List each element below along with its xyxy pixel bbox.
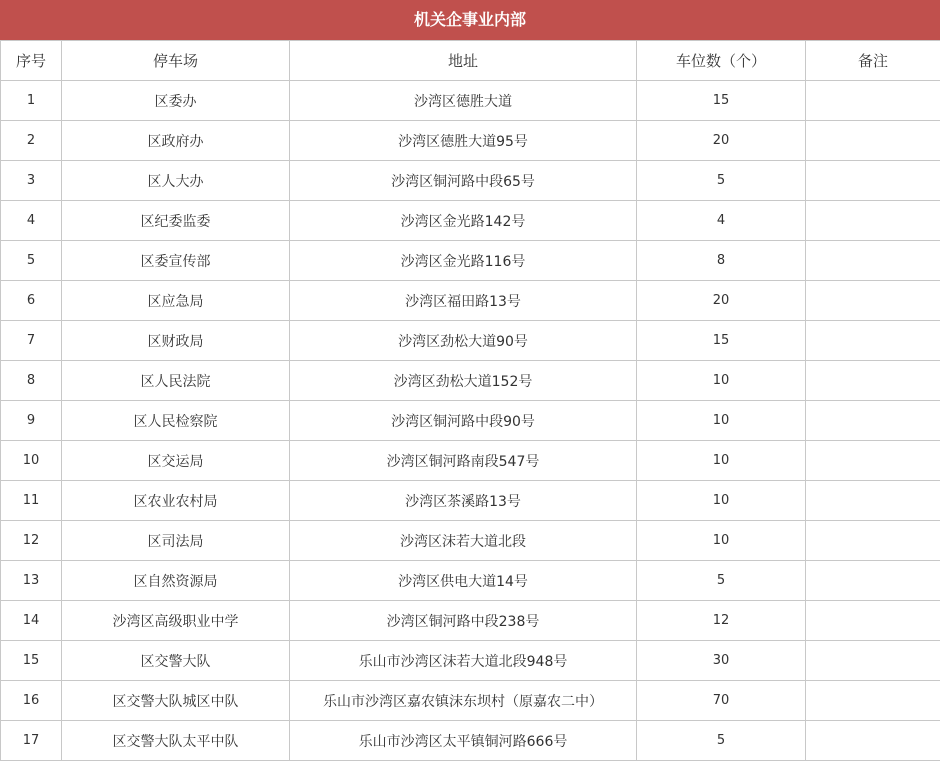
column-header-name: 停车场 (62, 41, 290, 81)
cell-name: 区交运局 (62, 441, 290, 481)
cell-no: 15 (1, 641, 62, 681)
table-row (1, 641, 940, 681)
table-row (1, 361, 940, 401)
cell-address: 沙湾区铜河路中段238号 (290, 601, 637, 641)
cell-note (806, 441, 940, 481)
cell-spaces: 10 (637, 521, 806, 561)
cell-address: 沙湾区福田路13号 (290, 281, 637, 321)
cell-spaces: 30 (637, 641, 806, 681)
cell-name: 区政府办 (62, 121, 290, 161)
table-row (1, 321, 940, 361)
cell-address: 沙湾区铜河路中段90号 (290, 401, 637, 441)
table-row (1, 281, 940, 321)
cell-name: 区司法局 (62, 521, 290, 561)
cell-name: 区人民检察院 (62, 401, 290, 441)
cell-name: 区交警大队太平中队 (62, 721, 290, 761)
cell-name: 区财政局 (62, 321, 290, 361)
cell-no: 14 (1, 601, 62, 641)
table-row (1, 201, 940, 241)
cell-spaces: 10 (637, 361, 806, 401)
table-row (1, 441, 940, 481)
cell-no: 16 (1, 681, 62, 721)
cell-note (806, 361, 940, 401)
cell-spaces: 5 (637, 161, 806, 201)
cell-note (806, 721, 940, 761)
table-row (1, 561, 940, 601)
cell-no: 11 (1, 481, 62, 521)
table-row (1, 121, 940, 161)
column-header-note: 备注 (806, 41, 940, 81)
cell-note (806, 161, 940, 201)
cell-note (806, 81, 940, 121)
cell-address: 沙湾区劲松大道90号 (290, 321, 637, 361)
cell-address: 乐山市沙湾区嘉农镇沫东坝村（原嘉农二中） (290, 681, 637, 721)
cell-spaces: 12 (637, 601, 806, 641)
cell-no: 6 (1, 281, 62, 321)
cell-spaces: 15 (637, 81, 806, 121)
cell-spaces: 5 (637, 561, 806, 601)
cell-note (806, 521, 940, 561)
cell-name: 区人大办 (62, 161, 290, 201)
table-row (1, 681, 940, 721)
cell-address: 沙湾区沫若大道北段 (290, 521, 637, 561)
table-row (1, 481, 940, 521)
cell-address: 乐山市沙湾区太平镇铜河路666号 (290, 721, 637, 761)
cell-name: 区农业农村局 (62, 481, 290, 521)
cell-address: 沙湾区金光路116号 (290, 241, 637, 281)
parking-table (0, 40, 940, 761)
cell-note (806, 641, 940, 681)
header-row (1, 41, 940, 81)
column-header-spaces: 车位数（个） (637, 41, 806, 81)
cell-note (806, 321, 940, 361)
cell-name: 区委办 (62, 81, 290, 121)
cell-name: 区纪委监委 (62, 201, 290, 241)
cell-name: 区交警大队城区中队 (62, 681, 290, 721)
cell-spaces: 4 (637, 201, 806, 241)
cell-address: 沙湾区茶溪路13号 (290, 481, 637, 521)
cell-spaces: 5 (637, 721, 806, 761)
table-row (1, 521, 940, 561)
cell-note (806, 241, 940, 281)
cell-address: 沙湾区铜河路中段65号 (290, 161, 637, 201)
cell-no: 5 (1, 241, 62, 281)
cell-name: 区自然资源局 (62, 561, 290, 601)
cell-address: 沙湾区劲松大道152号 (290, 361, 637, 401)
cell-note (806, 281, 940, 321)
table-row (1, 401, 940, 441)
cell-no: 4 (1, 201, 62, 241)
table-body (1, 81, 940, 761)
cell-note (806, 121, 940, 161)
cell-name: 区委宣传部 (62, 241, 290, 281)
column-header-no: 序号 (1, 41, 62, 81)
cell-no: 10 (1, 441, 62, 481)
cell-spaces: 10 (637, 481, 806, 521)
cell-address: 沙湾区德胜大道 (290, 81, 637, 121)
cell-note (806, 601, 940, 641)
cell-address: 乐山市沙湾区沫若大道北段948号 (290, 641, 637, 681)
cell-no: 9 (1, 401, 62, 441)
table-row (1, 81, 940, 121)
cell-note (806, 561, 940, 601)
cell-no: 8 (1, 361, 62, 401)
cell-note (806, 681, 940, 721)
table-row (1, 241, 940, 281)
cell-no: 12 (1, 521, 62, 561)
cell-no: 13 (1, 561, 62, 601)
cell-address: 沙湾区供电大道14号 (290, 561, 637, 601)
cell-spaces: 8 (637, 241, 806, 281)
cell-note (806, 401, 940, 441)
cell-no: 3 (1, 161, 62, 201)
cell-no: 2 (1, 121, 62, 161)
cell-address: 沙湾区金光路142号 (290, 201, 637, 241)
cell-no: 1 (1, 81, 62, 121)
cell-spaces: 15 (637, 321, 806, 361)
cell-spaces: 20 (637, 281, 806, 321)
cell-spaces: 70 (637, 681, 806, 721)
column-header-address: 地址 (290, 41, 637, 81)
cell-name: 区交警大队 (62, 641, 290, 681)
cell-address: 沙湾区铜河路南段547号 (290, 441, 637, 481)
cell-name: 区人民法院 (62, 361, 290, 401)
table-row (1, 721, 940, 761)
cell-spaces: 10 (637, 401, 806, 441)
table-row (1, 161, 940, 201)
cell-address: 沙湾区德胜大道95号 (290, 121, 637, 161)
cell-note (806, 201, 940, 241)
cell-no: 17 (1, 721, 62, 761)
cell-name: 区应急局 (62, 281, 290, 321)
cell-note (806, 481, 940, 521)
cell-name: 沙湾区高级职业中学 (62, 601, 290, 641)
cell-spaces: 20 (637, 121, 806, 161)
table-title: 机关企事业内部 (0, 0, 940, 40)
cell-spaces: 10 (637, 441, 806, 481)
cell-no: 7 (1, 321, 62, 361)
table-row (1, 601, 940, 641)
